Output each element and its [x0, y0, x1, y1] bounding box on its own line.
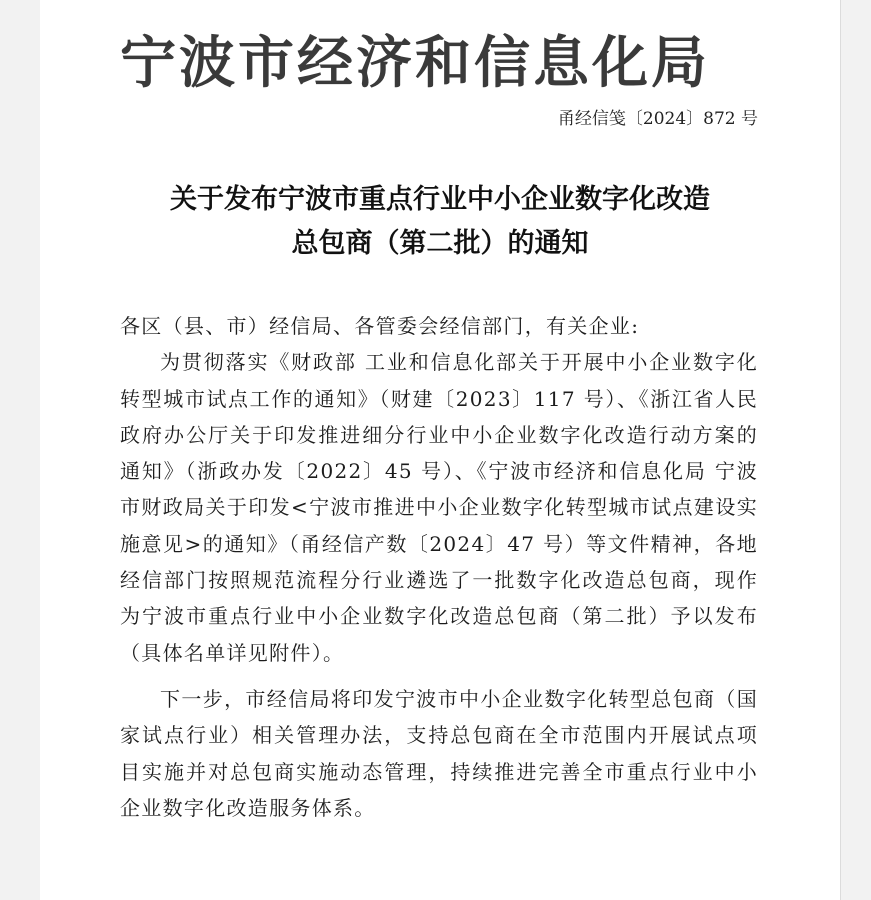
document-page: [40, 0, 840, 900]
body-paragraph-2: 下一步，市经信局将印发宁波市中小企业数字化转型总包商（国家试点行业）相关管理办法，支持总包商在全市范围内开展试点项目实施并对总包商实施动态管理，持续推进完善全市重点行业中小企业数字化改造服务体系。: [120, 686, 758, 820]
notice-title-line-2: 总包商（第二批）的通知: [291, 228, 589, 259]
notice-title-line-1: 关于发布宁波市重点行业中小企业数字化改造: [170, 184, 710, 215]
issuing-organization-title: 宁波市经济和信息化局: [120, 31, 710, 96]
notice-title: [110, 178, 770, 266]
notice-body: [120, 308, 758, 826]
body-paragraph-1: 为贯彻落实《财政部 工业和信息化部关于开展中小企业数字化转型城市试点工作的通知》（财建〔2023〕117 号）、《浙江省人民政府办公厅关于印发推进细分行业中小企业数字化改造行动方案的通知》（浙政办发〔2022〕45 号）、《宁波市经济和信息化局 宁波市财政局关于印发<宁波市推进中小企业数字化转型城市试点建设实施意见>的通知》（甬经信产数〔2024〕47 号）等文件精神，各地经信部门按照规范流程分行业遴选了一批数字化改造总包商，现作为宁波市重点行业中小企业数字化改造总包商（第二批）予以发布（具体名单详见附件）。: [120, 350, 758, 665]
viewer-left-margin: [0, 0, 41, 900]
salutation: 各区（县、市）经信局、各管委会经信部门，有关企业:: [120, 314, 640, 338]
document-number: 甬经信笺〔2024〕872 号: [557, 109, 758, 129]
viewer-right-margin: [840, 0, 871, 900]
